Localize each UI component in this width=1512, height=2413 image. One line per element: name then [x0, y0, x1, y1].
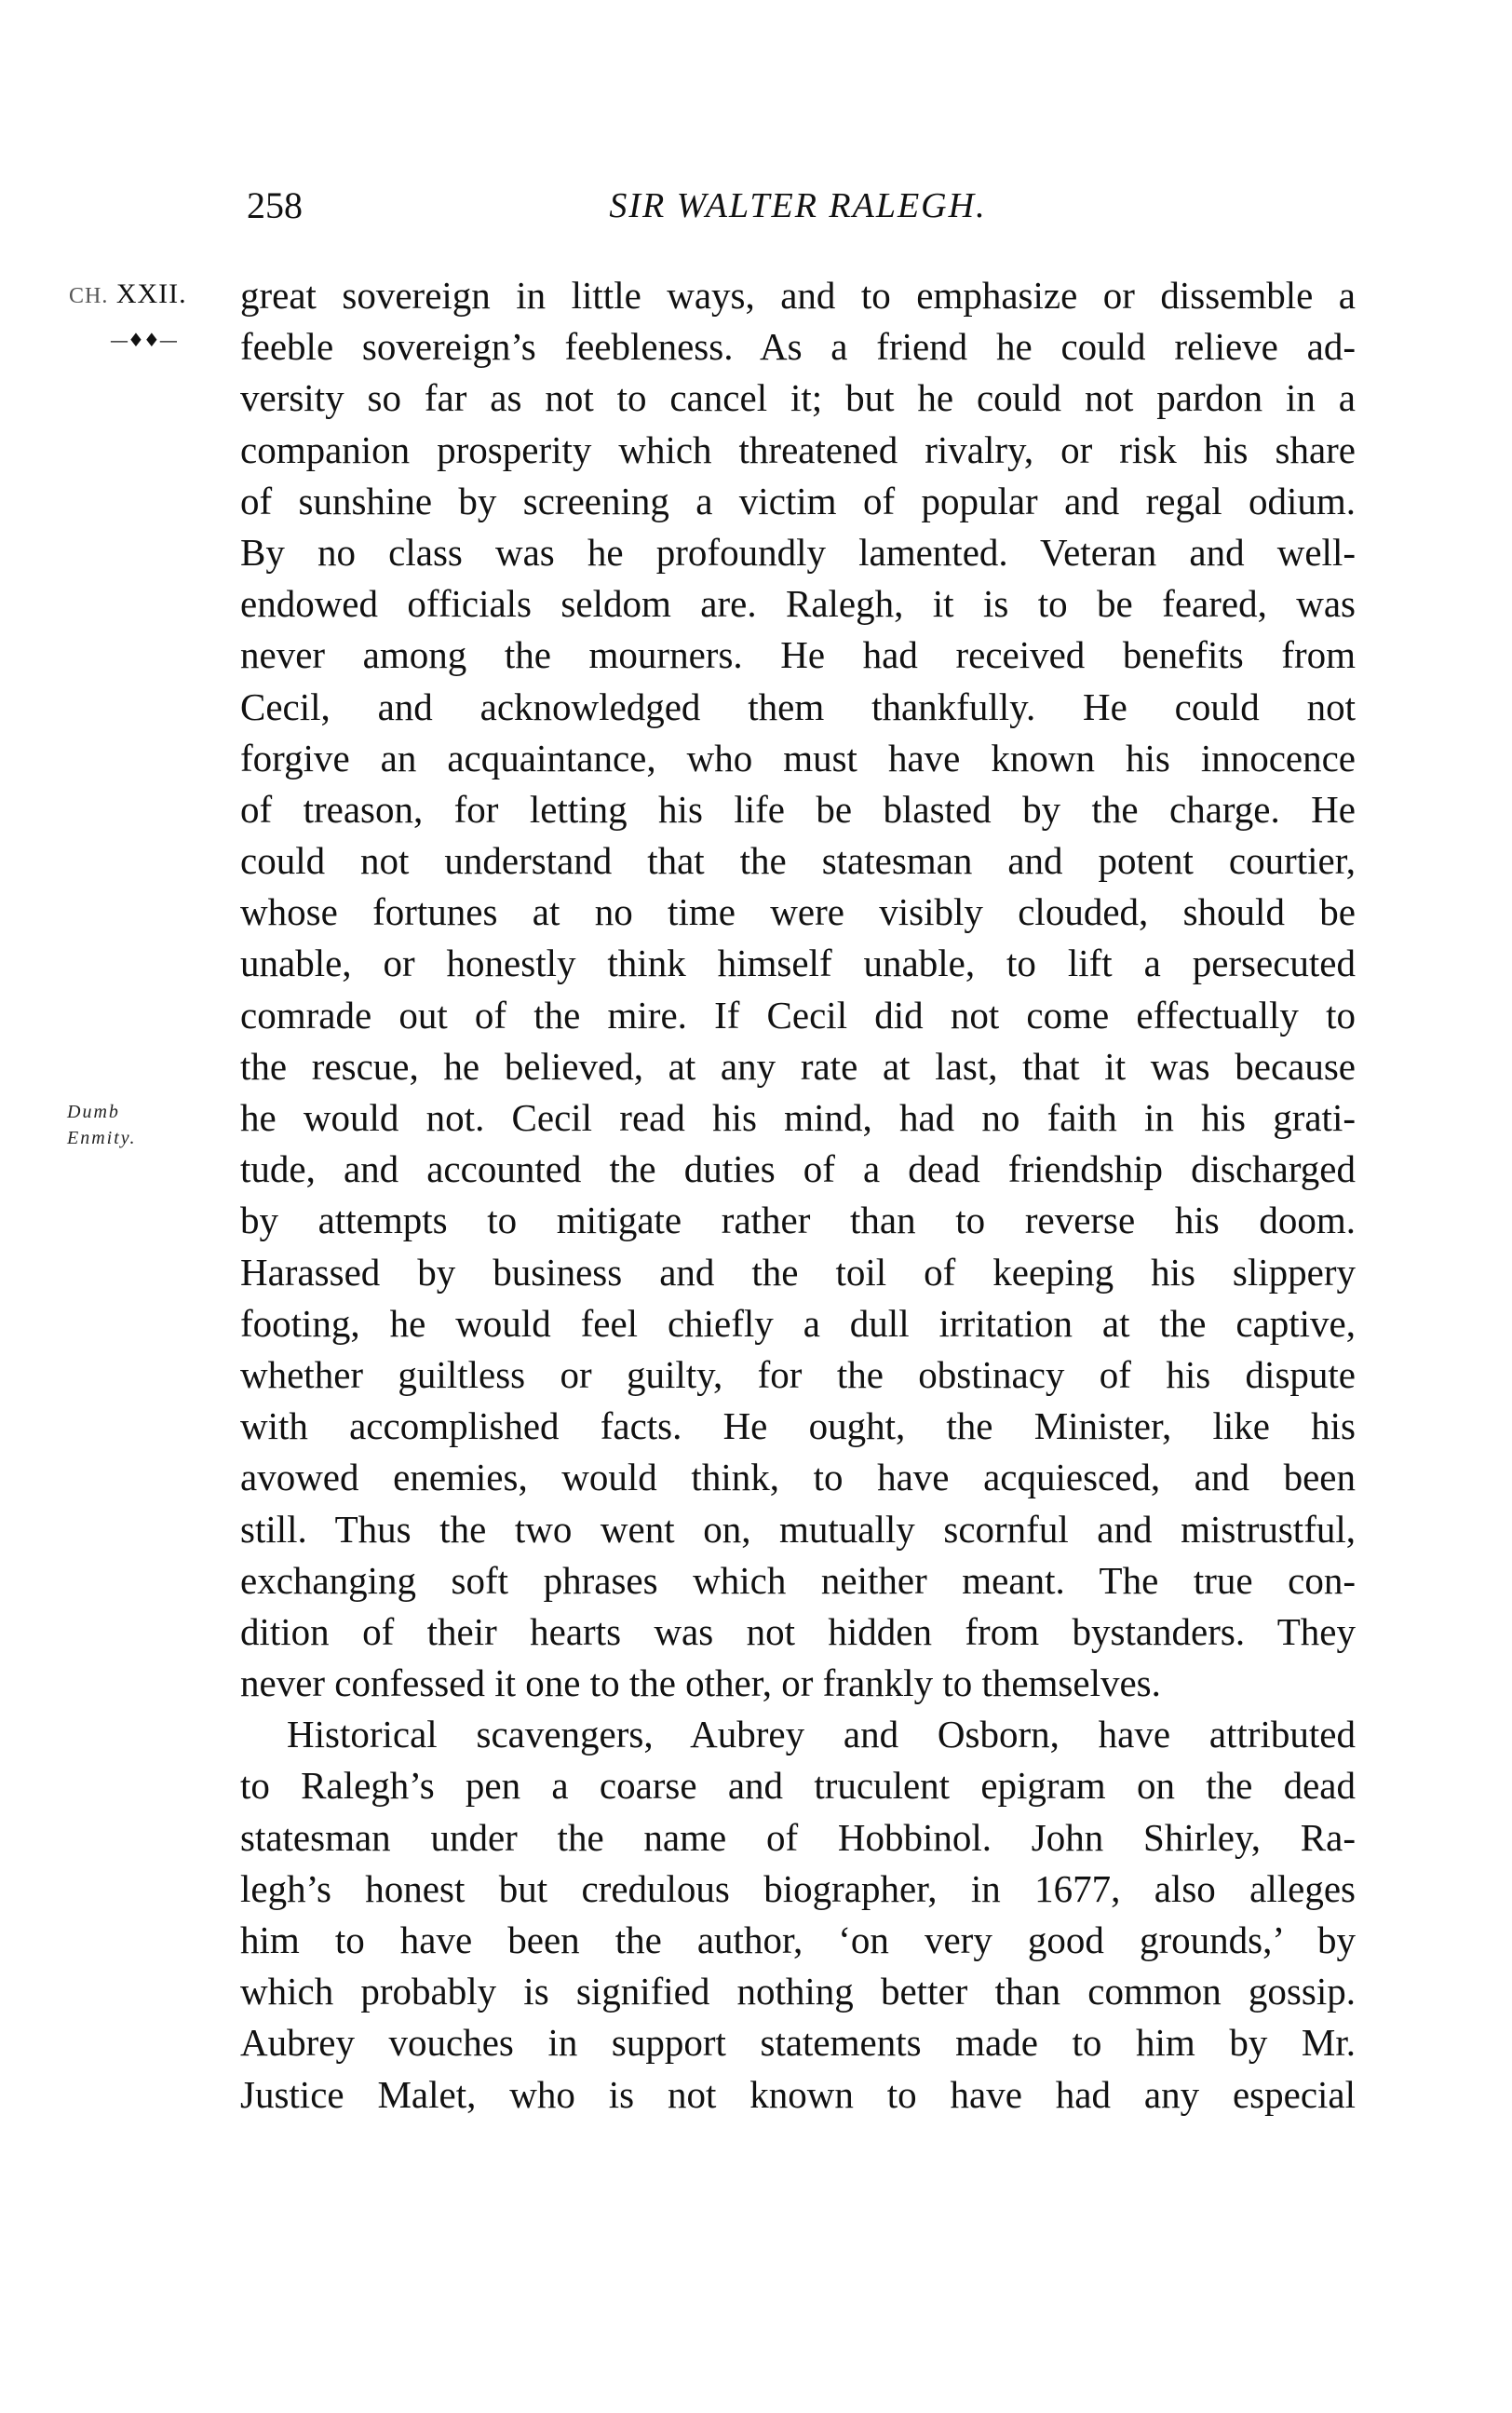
text-line: By no class was he profoundly lamented. Veteran and well-: [240, 530, 1356, 574]
text-line: of sunshine by screening a victim of popular and regal odium.: [240, 479, 1356, 522]
text-line: endowed officials seldom are. Ralegh, it is to be feared, was: [240, 582, 1356, 626]
side-note-line: Enmity.: [67, 1128, 137, 1148]
text-line: of treason, for letting his life be blasted by the charge. He: [240, 787, 1356, 831]
text-line: never confessed it one to the other, or frankly to themselves.: [240, 1661, 1161, 1705]
text-line: statesman under the name of Hobbinol. John Shirley, Ra-: [240, 1815, 1356, 1859]
text-line: him to have been the author, ‘on very good grounds,’ by: [240, 1918, 1356, 1961]
text-line: forgive an acquaintance, who must have known his innocence: [240, 736, 1356, 779]
chapter-label: [69, 276, 187, 315]
text-line: the rescue, he believed, at any rate at last, that it was because: [240, 1044, 1356, 1088]
text-line: by attempts to mitigate rather than to reverse his doom.: [240, 1199, 1356, 1242]
text-line: footing, he would feel chiefly a dull irritation at the captive,: [240, 1301, 1356, 1345]
text-line: companion prosperity which threatened rivalry, or risk his share: [240, 427, 1356, 471]
text-line: whether guiltless or guilty, for the obstinacy of his dispute: [240, 1352, 1356, 1396]
text-line: legh’s honest but credulous biographer, in 1677, also alleges: [240, 1866, 1356, 1910]
text-line: Aubrey vouches in support statements made to him by Mr.: [240, 2021, 1356, 2065]
text-line: comrade out of the mire. If Cecil did not come effectually to: [240, 993, 1356, 1037]
text-line: avowed enemies, would think, to have acquiesced, and been: [240, 1456, 1356, 1499]
running-head: [240, 183, 1356, 229]
running-title: SIR WALTER RALEGH.: [609, 186, 987, 225]
text-line: tude, and accounted the duties of a dead friendship discharged: [240, 1147, 1356, 1191]
chapter-label-prefix: CH.: [69, 284, 109, 308]
text-line: Cecil, and acknowledged them thankfully. He could not: [240, 685, 1356, 728]
text-line: could not understand that the statesman and potent courtier,: [240, 839, 1356, 883]
text-line: exchanging soft phrases which neither meant. The true con-: [240, 1558, 1356, 1602]
text-line: with accomplished facts. He ought, the Minister, like his: [240, 1404, 1356, 1448]
text-line: Justice Malet, who is not known to have had any especial: [240, 2072, 1356, 2116]
text-line: great sovereign in little ways, and to emphasize or dissemble a: [240, 274, 1356, 317]
ornament-icon: —♦♦—: [110, 329, 177, 351]
body-text: [240, 270, 1356, 2121]
text-line: which probably is signified nothing better than common gossip.: [240, 1970, 1356, 2013]
chapter-label-numeral: XXII.: [115, 278, 187, 309]
page-number: 258: [247, 184, 303, 226]
paragraph-first-line: Historical scavengers, Aubrey and Osborn, have attributed: [287, 1713, 1356, 1756]
side-note-line: Dumb: [67, 1102, 120, 1122]
text-line: whose fortunes at no time were visibly clouded, should be: [240, 890, 1356, 934]
text-line: dition of their hearts was not hidden from bystanders. They: [240, 1609, 1356, 1653]
side-note: [67, 1099, 137, 1151]
text-line: never among the mourners. He had received benefits from: [240, 633, 1356, 677]
text-line: unable, or honestly think himself unable, to lift a persecuted: [240, 942, 1356, 985]
text-line: feeble sovereign’s feebleness. As a friend he could relieve ad-: [240, 325, 1356, 369]
text-line: Harassed by business and the toil of keeping his slippery: [240, 1250, 1356, 1294]
text-line: still. Thus the two went on, mutually scornful and mistrustful,: [240, 1507, 1356, 1551]
text-line: to Ralegh’s pen a coarse and truculent epigram on the dead: [240, 1764, 1356, 1808]
text-line: versity so far as not to cancel it; but he could not pardon in a: [240, 376, 1356, 420]
text-line: he would not. Cecil read his mind, had no faith in his grati-: [240, 1096, 1356, 1139]
